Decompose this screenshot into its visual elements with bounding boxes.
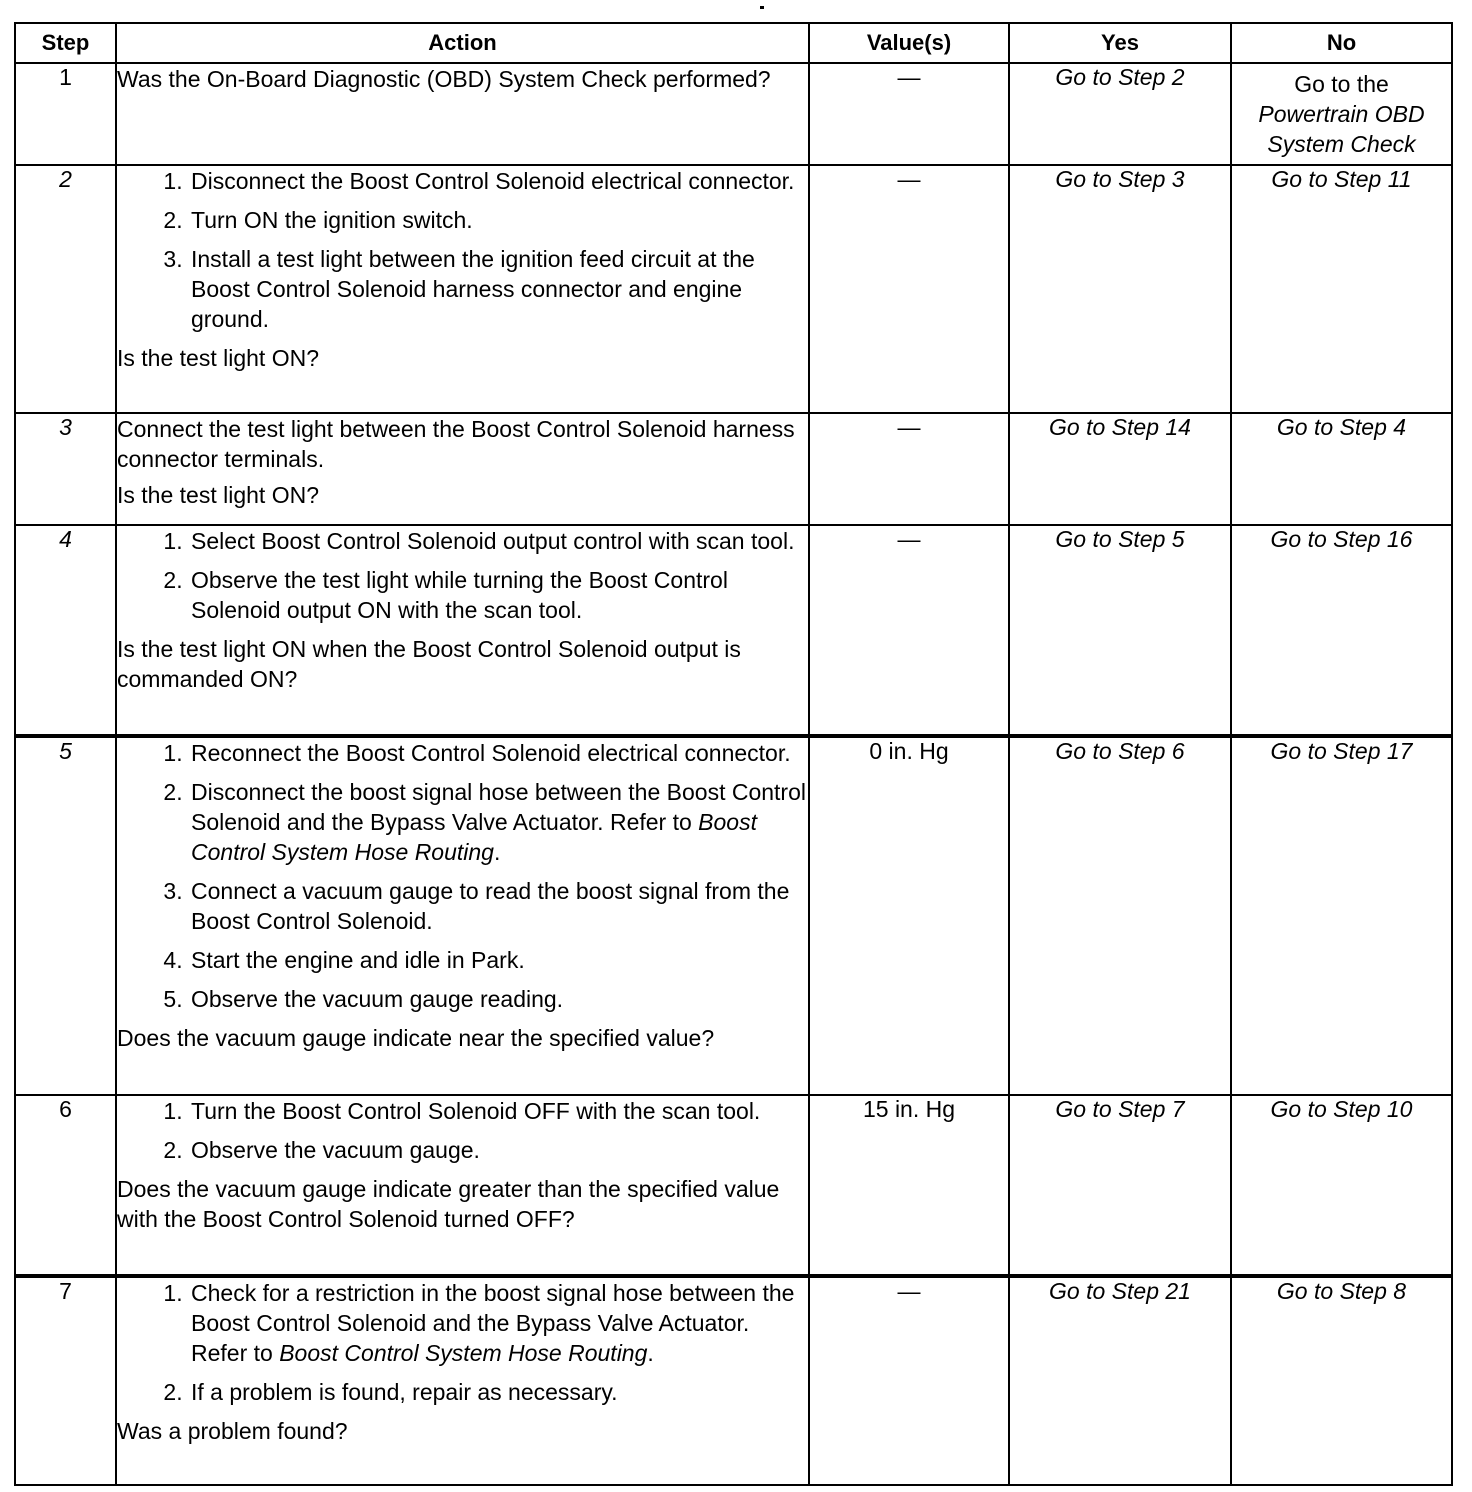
table-row-step-7	[15, 1276, 1452, 1485]
action-list	[117, 738, 808, 1014]
no-cell: Go to Step 17	[1231, 736, 1452, 1095]
action-item: 1. Disconnect the Boost Control Solenoid electrical connector.	[189, 166, 808, 196]
step-number: 2	[15, 165, 116, 413]
diagnostic-table	[14, 22, 1453, 1486]
step-number: 4	[15, 525, 116, 736]
yes-cell: Go to Step 5	[1009, 525, 1231, 736]
action-list	[117, 1096, 808, 1165]
table-row-step-4	[15, 525, 1452, 736]
value-cell: —	[809, 165, 1009, 413]
action-question: Is the test light ON when the Boost Control Solenoid output is commanded ON?	[117, 636, 741, 692]
action-cell	[116, 413, 809, 525]
action-cell	[116, 165, 809, 413]
action-list	[117, 166, 808, 334]
action-cell	[116, 1276, 809, 1485]
value-cell: —	[809, 1276, 1009, 1485]
value-cell: —	[809, 63, 1009, 165]
value-cell: 15 in. Hg	[809, 1095, 1009, 1276]
action-item-end: .	[647, 1340, 654, 1366]
step-number: 6	[15, 1095, 116, 1276]
table-row-step-3	[15, 413, 1452, 525]
header-action: Action	[116, 23, 809, 63]
action-item	[189, 777, 808, 867]
action-text: Connect the test light between the Boost Control Solenoid harness connector terminals.	[117, 416, 795, 472]
page-mark	[760, 6, 764, 9]
no-cell: Go to Step 11	[1231, 165, 1452, 413]
no-cell: Go to Step 10	[1231, 1095, 1452, 1276]
header-step: Step	[15, 23, 116, 63]
action-item-reference: Boost Control System Hose Routing	[279, 1340, 648, 1366]
no-cell: Go to Step 16	[1231, 525, 1452, 736]
no-cell: Go to Step 4	[1231, 413, 1452, 525]
header-row	[15, 23, 1452, 63]
action-cell	[116, 736, 809, 1095]
table-row-step-6	[15, 1095, 1452, 1276]
yes-cell: Go to Step 7	[1009, 1095, 1231, 1276]
action-item: 4. Start the engine and idle in Park.	[189, 945, 808, 975]
value-cell: 0 in. Hg	[809, 736, 1009, 1095]
action-item	[189, 1278, 808, 1368]
yes-cell: Go to Step 21	[1009, 1276, 1231, 1485]
action-item-text: Check for a restriction in the boost signal hose between the Boost Control Solenoid and the Bypass Valve Actuator. Refer to	[191, 1280, 795, 1366]
yes-cell: Go to Step 6	[1009, 736, 1231, 1095]
action-item: 3. Install a test light between the ignition feed circuit at the Boost Control Solenoid harness connector and engine ground.	[189, 244, 808, 334]
action-item: 1. Turn the Boost Control Solenoid OFF with the scan tool.	[189, 1096, 808, 1126]
action-question: Was a problem found?	[117, 1418, 348, 1444]
no-cell: Go to Step 8	[1231, 1276, 1452, 1485]
action-question: Is the test light ON?	[117, 482, 319, 508]
header-yes: Yes	[1009, 23, 1231, 63]
action-item: 1. Select Boost Control Solenoid output control with scan tool.	[189, 526, 808, 556]
action-cell	[116, 1095, 809, 1276]
table-row-step-1	[15, 63, 1452, 165]
action-item-text: Disconnect the boost signal hose between the Boost Control Solenoid and the Bypass Valve Actuator. Refer to	[191, 779, 806, 835]
value-cell: —	[809, 525, 1009, 736]
step-number: 5	[15, 736, 116, 1095]
action-item-end: .	[493, 839, 501, 865]
step-number: 3	[15, 413, 116, 525]
action-item: 2. If a problem is found, repair as necessary.	[189, 1377, 808, 1407]
yes-cell: Go to Step 14	[1009, 413, 1231, 525]
header-values: Value(s)	[809, 23, 1009, 63]
yes-cell: Go to Step 3	[1009, 165, 1231, 413]
action-cell	[116, 525, 809, 736]
action-question: Is the test light ON?	[117, 345, 319, 371]
action-question: Was the On-Board Diagnostic (OBD) System Check performed?	[117, 66, 771, 92]
action-list	[117, 1278, 808, 1407]
yes-cell: Go to Step 2	[1009, 63, 1231, 165]
step-number: 7	[15, 1276, 116, 1485]
header-no: No	[1231, 23, 1452, 63]
action-item: 2. Observe the vacuum gauge.	[189, 1135, 808, 1165]
action-item: 1. Reconnect the Boost Control Solenoid electrical connector.	[189, 738, 808, 768]
no-cell-reference: Powertrain OBD System Check	[1258, 101, 1425, 157]
action-question: Does the vacuum gauge indicate greater than the specified value with the Boost Control Solenoid turned OFF?	[117, 1176, 780, 1232]
action-item: 3. Connect a vacuum gauge to read the boost signal from the Boost Control Solenoid.	[189, 876, 808, 936]
no-cell	[1231, 63, 1452, 165]
action-item: 2. Turn ON the ignition switch.	[189, 205, 808, 235]
action-cell	[116, 63, 809, 165]
action-item: 2. Observe the test light while turning the Boost Control Solenoid output ON with the scan tool.	[189, 565, 808, 625]
step-number: 1	[15, 63, 116, 165]
action-item-reference: Boost Control System Hose Routing	[191, 809, 757, 865]
no-cell-line1: Go to the	[1294, 71, 1389, 97]
action-list	[117, 526, 808, 625]
action-item: 5. Observe the vacuum gauge reading.	[189, 984, 808, 1014]
table-row-step-5	[15, 736, 1452, 1095]
table-row-step-2	[15, 165, 1452, 413]
action-question: Does the vacuum gauge indicate near the specified value?	[117, 1025, 715, 1051]
value-cell: —	[809, 413, 1009, 525]
